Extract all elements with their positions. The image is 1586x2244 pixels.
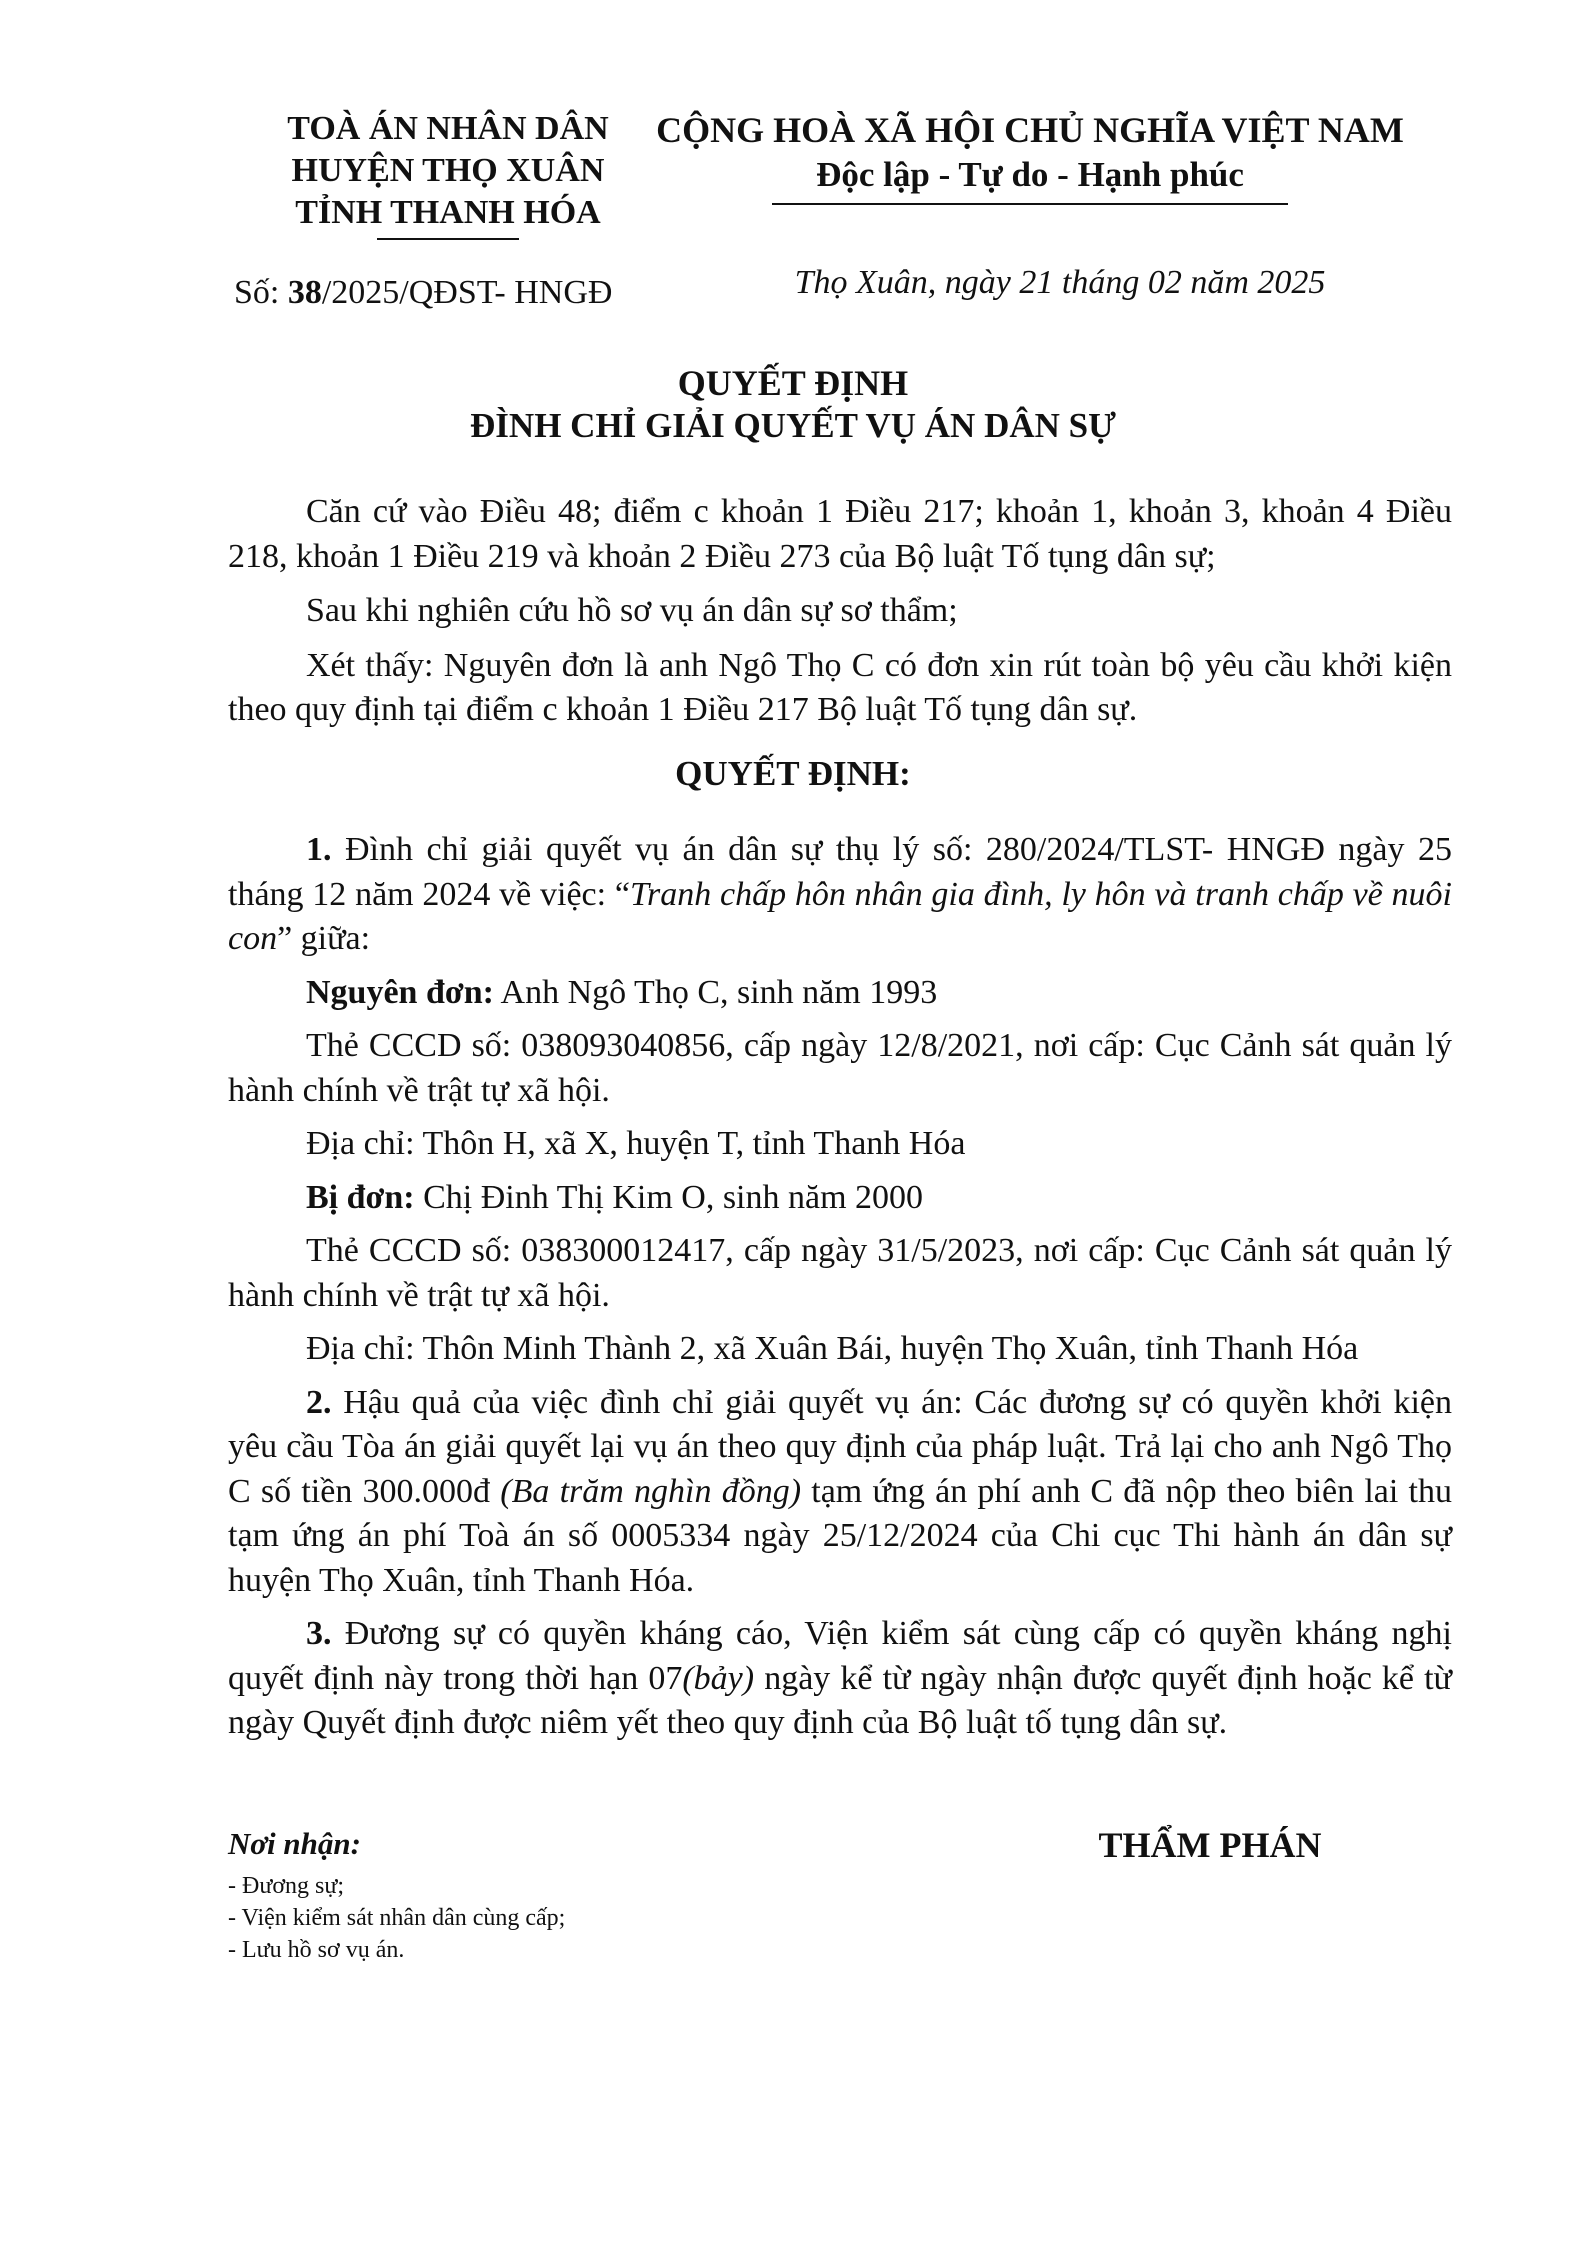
document-title: QUYẾT ĐỊNH: [677, 363, 909, 403]
court-header: [208, 108, 688, 240]
decision-heading: QUYẾT ĐỊNH:: [675, 754, 911, 793]
recipient-item: - Viện kiểm sát nhân dân cùng cấp;: [228, 1905, 566, 1931]
item2-number: 2.: [306, 1383, 332, 1421]
item3-tail: ngày kể từ ngày nhận được quyết định hoặc kể từ ngày Quyết định được niêm yết theo quy định của Bộ luật tố tụng dân sự.: [228, 1659, 1452, 1741]
preamble-review: Sau khi nghiên cứu hồ sơ vụ án dân sự sơ thẩm;: [306, 592, 958, 629]
defendant-address: Địa chỉ: Thôn Minh Thành 2, xã Xuân Bái, huyện Thọ Xuân, tỉnh Thanh Hóa: [306, 1330, 1359, 1367]
item2-tail: tạm ứng án phí anh C đã nộp theo biên lai thu tạm ứng án phí Toà án số 0005334 ngày 25/12/2024 của Chi cục Thi hành án dân sự huyện Thọ Xuân, tỉnh Thanh Hóa.: [228, 1472, 1453, 1599]
preamble-legal-basis: Căn cứ vào Điều 48; điểm c khoản 1 Điều 217; khoản 1, khoản 3, khoản 4 Điều 218, khoản 1 Điều 219 và khoản 2 Điều 273 của Bộ luật Tố tụng dân sự;: [228, 493, 1452, 575]
national-motto: Độc lập - Tự do - Hạnh phúc: [772, 153, 1288, 205]
defendant-id: Thẻ CCCD số: 038300012417, cấp ngày 31/5/2023, nơi cấp: Cục Cảnh sát quản lý hành chính về trật tự xã hội.: [228, 1232, 1452, 1314]
case-subject: Tranh chấp hôn nhân gia đình, ly hôn và tranh chấp về nuôi con: [228, 875, 1452, 957]
signer-title: THẨM PHÁN: [1098, 1825, 1322, 1865]
plaintiff-label: Nguyên đơn:: [306, 973, 494, 1011]
decision-item-2: [228, 1381, 1452, 1604]
item1-text: Đình chỉ giải quyết vụ án dân sự thụ lý số: 280/2024/TLST- HNGĐ ngày 25 tháng 12 năm 2024 về việc: “: [228, 831, 1452, 913]
country-name: CỘNG HOÀ XÃ HỘI CHỦ NGHĨA VIỆT NAM: [656, 110, 1404, 150]
header-divider: [377, 238, 519, 240]
recipients: [228, 1826, 565, 1966]
item1-number: 1.: [306, 831, 332, 868]
item3-number: 3.: [306, 1615, 332, 1652]
preamble: [228, 490, 1452, 743]
defendant-label: Bị đơn:: [306, 1178, 415, 1216]
defendant-line: [228, 1176, 1452, 1221]
decision-item-3: [228, 1612, 1452, 1746]
defendant-value: Chị Đinh Thị Kim O, sinh năm 2000: [414, 1178, 924, 1216]
recipient-item: - Đương sự;: [228, 1873, 345, 1899]
item1-tail: ” giữa:: [277, 920, 371, 957]
court-name-line2: HUYỆN THỌ XUÂN: [291, 152, 605, 189]
plaintiff-value: Anh Ngô Thọ C, sinh năm 1993: [493, 973, 938, 1011]
decision-body: [228, 828, 1452, 1755]
document-subtitle: ĐÌNH CHỈ GIẢI QUYẾT VỤ ÁN DÂN SỰ: [470, 406, 1116, 445]
item3-text: Đương sự có quyền kháng cáo, Viện kiểm sát cùng cấp có quyền kháng nghị quyết định này trong thời hạn 07: [228, 1615, 1452, 1697]
decision-item-1: [228, 828, 1452, 962]
amount-in-words: (Ba trăm nghìn đồng): [500, 1472, 802, 1510]
place-date: Thọ Xuân, ngày 21 tháng 02 năm 2025: [794, 264, 1326, 301]
item2-text: Hậu quả của việc đình chỉ giải quyết vụ án: Các đương sự có quyền khởi kiện yêu cầu Tòa án giải quyết lại vụ án theo quy định của pháp luật. Trả lại cho anh Ngô Thọ C số tiền 300.000đ: [228, 1383, 1452, 1510]
court-name-line1: TOÀ ÁN NHÂN DÂN: [287, 110, 609, 147]
plaintiff-address: Địa chỉ: Thôn H, xã X, huyện T, tỉnh Thanh Hóa: [306, 1125, 966, 1162]
document-number: [234, 274, 612, 312]
recipients-heading: Nơi nhận:: [228, 1826, 361, 1861]
recipient-item: - Lưu hồ sơ vụ án.: [228, 1937, 405, 1963]
docno-number: 38: [287, 274, 322, 311]
preamble-consideration: Xét thấy: Nguyên đơn là anh Ngô Thọ C có đơn xin rút toàn bộ yêu cầu khởi kiện theo quy định tại điểm c khoản 1 Điều 217 Bộ luật Tố tụng dân sự.: [228, 646, 1452, 728]
national-header: [640, 108, 1420, 205]
days-in-words: (bảy): [682, 1659, 755, 1697]
docno-suffix: /2025/QĐST- HNGĐ: [321, 274, 613, 311]
plaintiff-line: [228, 971, 1452, 1016]
plaintiff-id: Thẻ CCCD số: 038093040856, cấp ngày 12/8/2021, nơi cấp: Cục Cảnh sát quản lý hành chính về trật tự xã hội.: [228, 1027, 1452, 1109]
docno-prefix: Số:: [234, 274, 288, 311]
court-name-line3: TỈNH THANH HÓA: [295, 194, 601, 231]
